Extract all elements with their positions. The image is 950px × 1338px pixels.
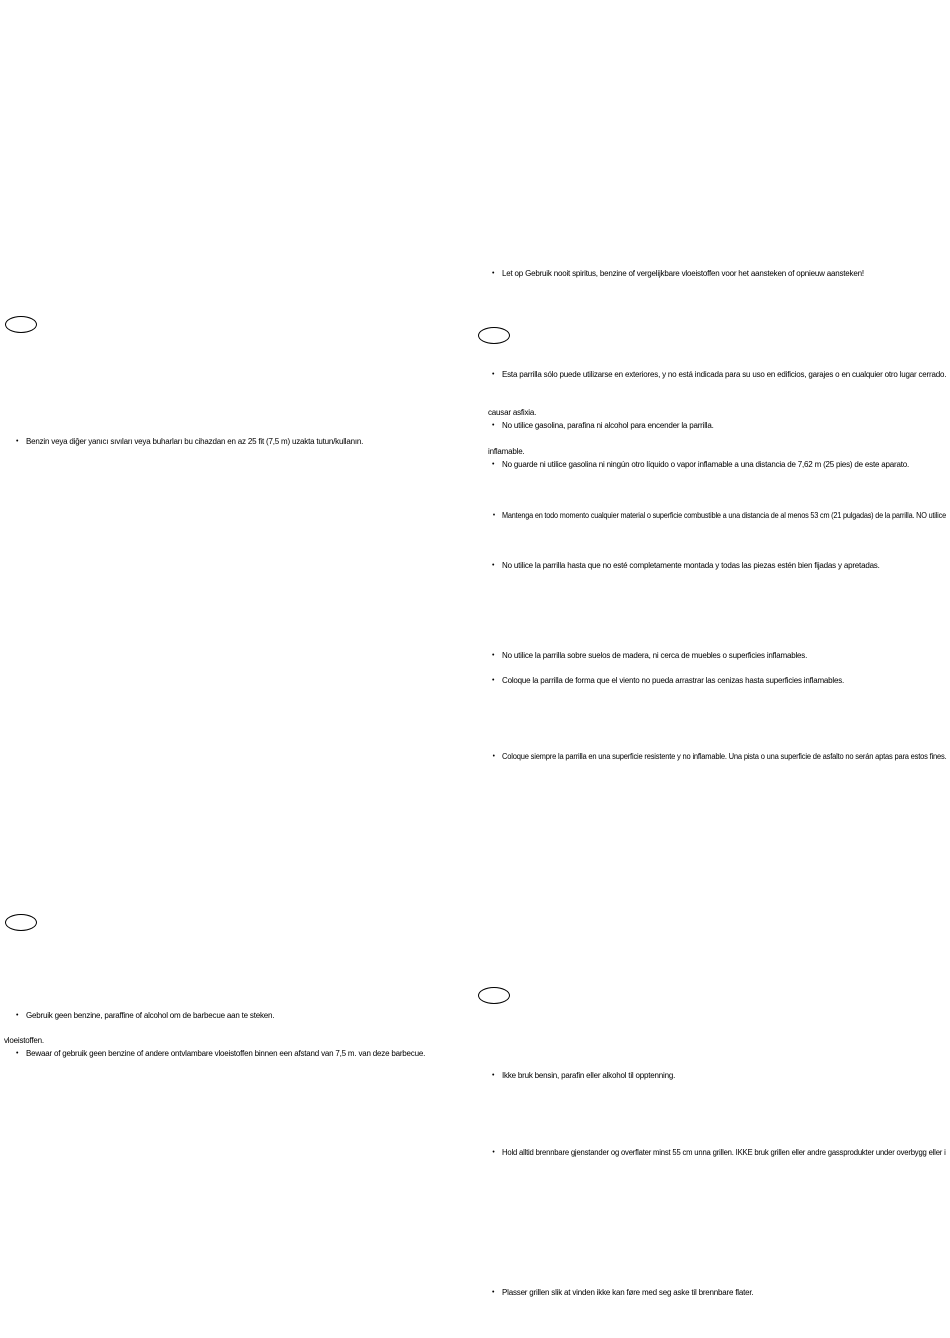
warning-item: • Let op Gebruik nooit spiritus, benzine of vergelijkbare vloeistoffen voor het aansteken of opnieuw aansteken!: [502, 269, 864, 279]
warning-item: • Coloque la parrilla de forma que el viento no pueda arrastrar las cenizas hasta superficies inflamables.: [502, 676, 844, 686]
warning-item: • No utilice la parrilla sobre suelos de madera, ni cerca de muebles o superficies inflamables.: [502, 651, 807, 661]
language-badge-spanish: [478, 327, 510, 344]
language-badge-dutch: [5, 914, 37, 931]
warning-item: • No utilice la parrilla hasta que no esté completamente montada y todas las piezas estén bien fijadas y apretadas.: [502, 561, 880, 571]
language-badge-norwegian: [478, 987, 510, 1004]
warning-item: • No guarde ni utilice gasolina ni ningún otro líquido o vapor inflamable a una distancia de 7,62 m (25 pies) de este aparato.: [502, 460, 909, 470]
warning-item: • Coloque siempre la parrilla en una superficie resistente y no inflamable. Una pista o una superficie de asfalto no serán aptas para estos fines.: [502, 752, 947, 762]
warning-item: • Benzin veya diğer yanıcı sıvıları veya buharları bu cihazdan en az 25 fit (7,5 m) uzakta tutun/kullanın.: [26, 437, 363, 447]
warning-item: • Hold alltid brennbare gjenstander og overflater minst 55 cm unna grillen. IKKE bruk grillen eller andre gassprodukter under overbygg eller i: [502, 1148, 946, 1158]
text-fragment: vloeistoffen.: [4, 1036, 44, 1045]
warning-item: • Mantenga en todo momento cualquier material o superficie combustible a una distancia de al menos 53 cm (21 pulgadas) de la parrilla. NO utilice: [502, 511, 946, 521]
warning-item: • Ikke bruk bensin, parafin eller alkohol til opptenning.: [502, 1071, 675, 1081]
warning-item: • Plasser grillen slik at vinden ikke kan føre med seg aske til brennbare flater.: [502, 1288, 753, 1298]
warning-item: • Bewaar of gebruik geen benzine of andere ontvlambare vloeistoffen binnen een afstand van 7,5 m. van deze barbecue.: [26, 1049, 425, 1059]
text-fragment: causar asfixia.: [488, 408, 537, 417]
warning-item: • Gebruik geen benzine, paraffine of alcohol om de barbecue aan te steken.: [26, 1011, 274, 1021]
text-fragment: inflamable.: [488, 447, 525, 456]
warning-item: • No utilice gasolina, parafina ni alcohol para encender la parrilla.: [502, 421, 714, 431]
language-badge-turkish: [5, 316, 37, 333]
warning-item: • Esta parrilla sólo puede utilizarse en exteriores, y no está indicada para su uso en edificios, garajes o en cualquier otro lugar cerrado.: [502, 370, 946, 380]
